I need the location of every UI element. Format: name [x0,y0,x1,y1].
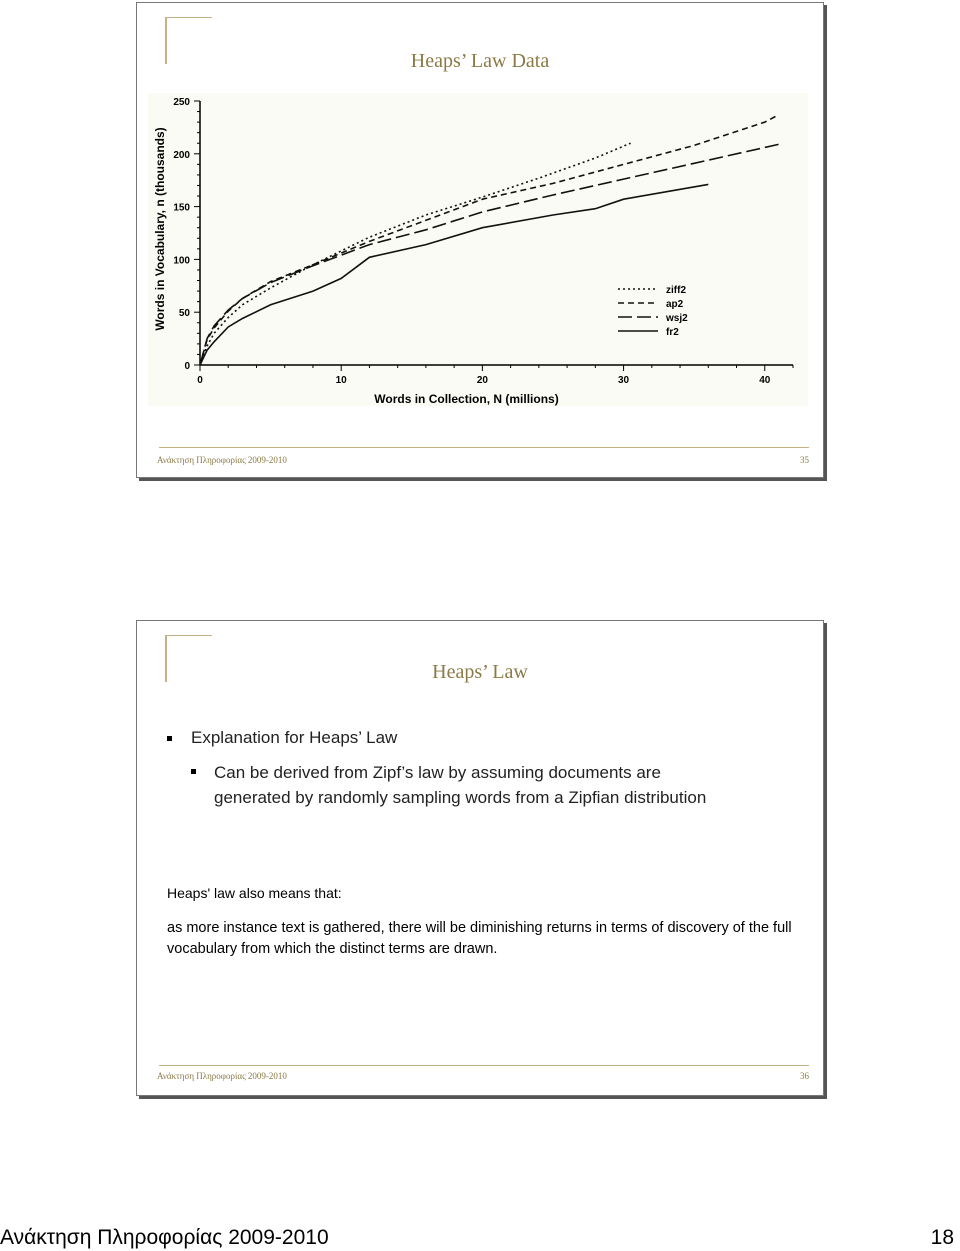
series-line-wsj2 [200,144,779,365]
paragraph-body: as more instance text is gathered, there will be diminishing returns in terms of discovery of the full vocabulary from which the distinct terms are drawn. [167,920,792,957]
y-tick-label: 150 [173,202,190,214]
slide-number: 35 [800,455,809,465]
y-tick-label: 0 [184,361,190,372]
footer-divider [159,1065,809,1066]
bullet-text: Explanation for Heaps’ Law [191,728,398,747]
page-footer-course: Ανάκτηση Πληροφορίας 2009-2010 [0,1226,329,1249]
legend-label-ziff2: ziff2 [666,285,686,296]
slide-footer-course: Ανάκτηση Πληροφορίας 2009-2010 [157,455,287,465]
slide-36 [136,620,824,1096]
slide-number: 36 [800,1071,809,1081]
chart-svg [148,93,808,406]
x-tick-label: 10 [335,375,347,386]
slide-footer-course: Ανάκτηση Πληροφορίας 2009-2010 [157,1071,287,1081]
page-number: 18 [930,1226,954,1249]
slide-35 [136,2,824,478]
slide-title: Heaps’ Law Data [410,50,550,72]
series-line-fr2 [200,184,708,365]
x-tick-label: 20 [476,375,488,386]
footer-divider [159,447,809,448]
legend-label-fr2: fr2 [666,327,679,338]
paragraph-intro: Heaps' law also means that: [167,885,342,901]
bullet-text: Can be derived from Zipf’s law by assuming documents are generated by randomly sampling words from a Zipfian distribution [214,763,707,807]
y-tick-label: 50 [178,308,190,320]
y-tick-label: 200 [173,149,190,161]
legend-label-wsj2: wsj2 [666,313,688,324]
heaps-law-chart [148,93,808,406]
y-tick-label: 250 [173,97,190,108]
x-axis-title: Words in Collection, N (millions) [374,392,559,406]
bullet-square-icon [167,736,172,741]
x-tick-label: 30 [618,375,630,386]
legend-label-ap2: ap2 [666,299,684,310]
x-tick-label: 40 [759,375,771,386]
y-axis-title: Words in Vocabulary, n (thousands) [153,127,167,331]
bullet-square-icon [191,769,196,774]
series-line-ap2 [200,115,779,365]
y-tick-label: 100 [173,255,190,267]
series-line-ziff2 [200,143,631,365]
slide-title: Heaps’ Law [432,661,528,683]
x-tick-label: 0 [197,375,203,386]
